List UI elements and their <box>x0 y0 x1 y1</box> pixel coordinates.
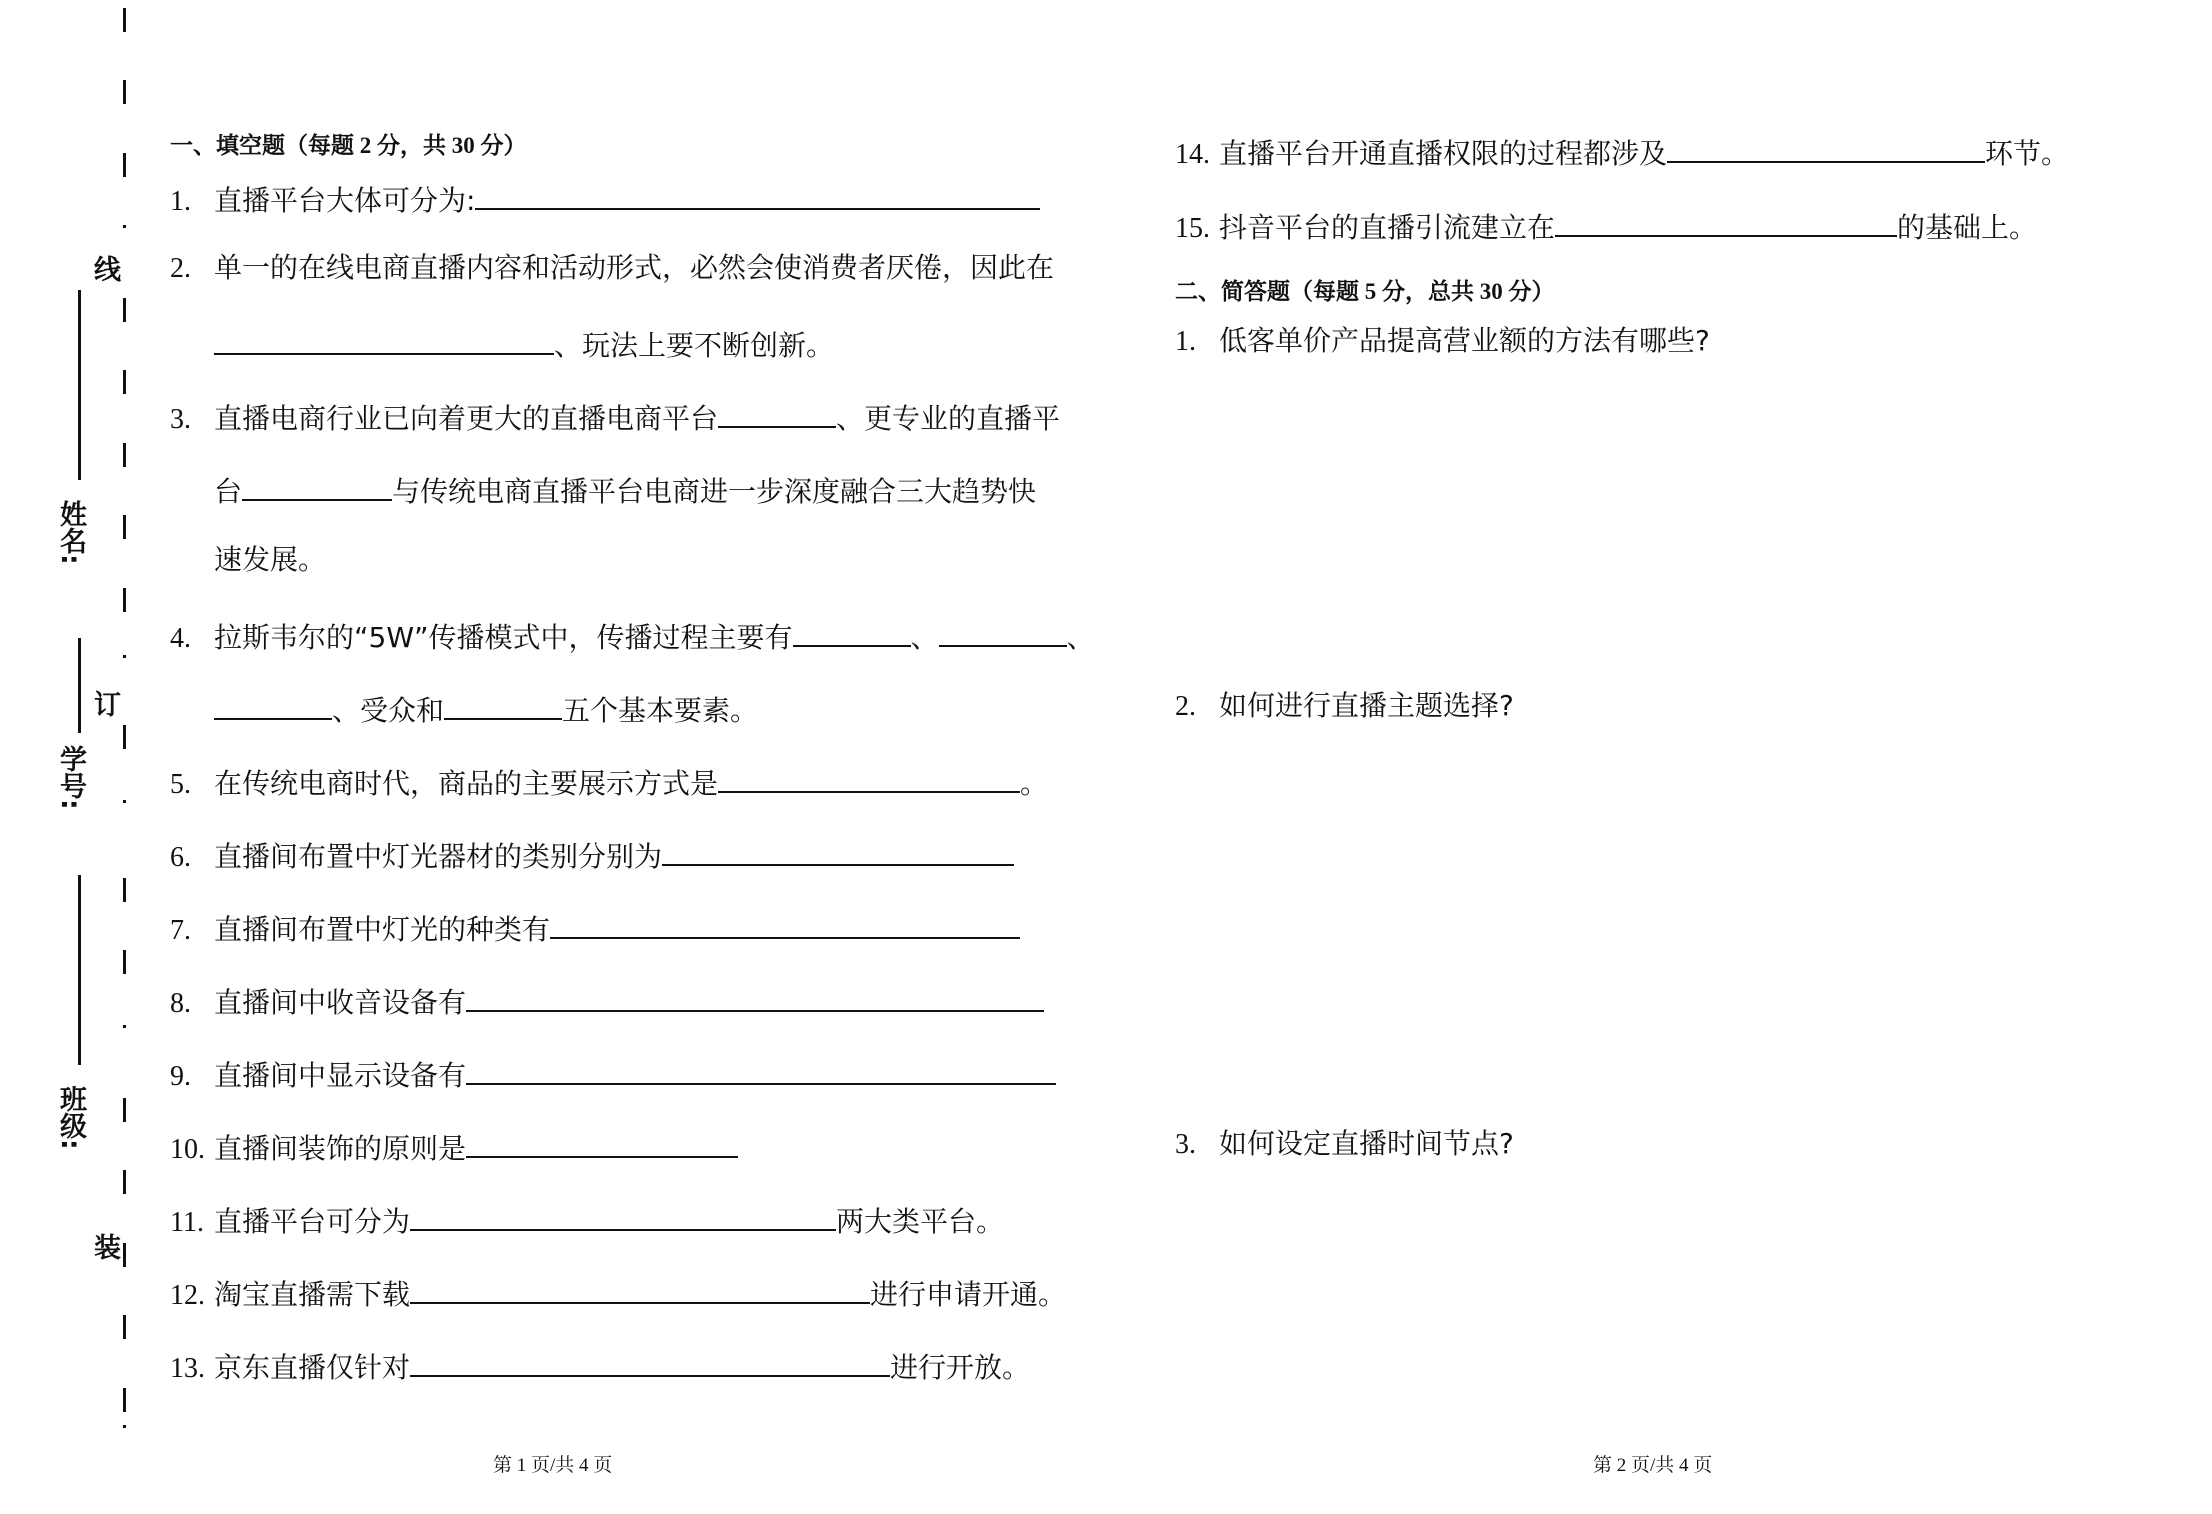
question-text: 。 <box>1020 767 1049 800</box>
question-13 <box>170 1345 1030 1387</box>
answer-blank[interactable] <box>466 1053 1056 1085</box>
answer-area[interactable] <box>1219 735 2119 1105</box>
question-text: 如何进行直播主题选择? <box>1219 689 1514 722</box>
question-4 <box>170 615 1095 657</box>
cut-line-dash <box>123 950 126 974</box>
cut-line-dash <box>123 80 126 104</box>
question-number: 2. <box>170 253 191 284</box>
question-text: 直播平台大体可分为: <box>214 184 476 217</box>
page-footer: 第 1 页/共 4 页 <box>493 1455 613 1476</box>
cut-line-dash <box>123 1388 126 1412</box>
question-text: 、受众和 <box>332 694 445 727</box>
answer-blank[interactable] <box>939 615 1067 647</box>
question-number: 3. <box>1175 1129 1196 1160</box>
question-text: 淘宝直播需下载 <box>214 1278 411 1311</box>
question-text: 京东直播仅针对 <box>214 1351 411 1384</box>
answer-blank[interactable] <box>550 907 1020 939</box>
question-number: 11. <box>170 1207 204 1238</box>
question-text: 速发展。 <box>214 543 327 576</box>
question-text: 直播电商行业已向着更大的直播电商平台 <box>214 402 719 435</box>
cut-line-dot <box>123 655 126 658</box>
class-label: 班级: <box>55 1085 86 1150</box>
page-footer: 第 2 页/共 4 页 <box>1593 1455 1713 1476</box>
answer-blank[interactable] <box>475 178 1040 210</box>
question-text: 、更专业的直播平 <box>836 402 1061 435</box>
question-text: 环节。 <box>1985 137 2070 170</box>
answer-blank[interactable] <box>1667 131 1985 163</box>
question-text: 五个基本要素。 <box>562 694 759 727</box>
cut-line-dot <box>123 1025 126 1028</box>
answer-area[interactable] <box>1219 370 2119 670</box>
answer-blank[interactable] <box>214 688 332 720</box>
question-1 <box>170 178 1040 220</box>
question-text: 直播间中显示设备有 <box>214 1059 467 1092</box>
cut-line-dash <box>123 153 126 177</box>
cut-line-dash <box>123 515 126 539</box>
short-answer-2 <box>1175 688 1514 725</box>
cut-line-dash <box>123 878 126 902</box>
question-text: 进行申请开通。 <box>870 1278 1067 1311</box>
question-number: 4. <box>170 623 191 654</box>
question-text: 抖音平台的直播引流建立在 <box>1219 211 1556 244</box>
cut-line-dash <box>123 1098 126 1122</box>
binding-margin <box>0 0 150 1514</box>
question-number: 14. <box>1175 139 1210 170</box>
answer-blank[interactable] <box>466 980 1044 1012</box>
question-6 <box>170 834 1014 876</box>
answer-blank[interactable] <box>718 761 1020 793</box>
question-text: 直播平台开通直播权限的过程都涉及 <box>1219 137 1668 170</box>
separator: 、 <box>910 621 939 654</box>
cut-line-dot <box>123 800 126 803</box>
question-text: 的基础上。 <box>1897 211 2038 244</box>
question-number: 1. <box>1175 326 1196 357</box>
section-title-fill-blank: 一、填空题（每题 2 分，共 30 分） <box>170 133 527 158</box>
answer-blank[interactable] <box>444 688 562 720</box>
question-text: 直播间布置中灯光的种类有 <box>214 913 551 946</box>
name-label: 姓名: <box>55 500 86 565</box>
name-field-line[interactable] <box>78 290 81 480</box>
question-text: 拉斯韦尔的“5W”传播模式中，传播过程主要有 <box>214 621 793 654</box>
question-3 <box>170 396 1060 438</box>
cut-line-dash <box>123 8 126 32</box>
cut-line-dash <box>123 298 126 322</box>
question-number: 5. <box>170 769 191 800</box>
binding-word-order: 订 <box>89 690 120 717</box>
student-id-label: 学号: <box>55 745 86 810</box>
cut-line-dash <box>123 370 126 394</box>
question-text: 进行开放。 <box>890 1351 1031 1384</box>
short-answer-1 <box>1175 323 1710 360</box>
separator: 、 <box>1066 621 1095 654</box>
question-text: 与传统电商直播平台电商进一步深度融合三大趋势快 <box>392 475 1037 508</box>
question-text: 直播平台可分为 <box>214 1205 411 1238</box>
answer-blank[interactable] <box>410 1199 836 1231</box>
question-14 <box>1175 131 2069 173</box>
question-number: 7. <box>170 915 191 946</box>
binding-word-bind: 装 <box>89 1233 120 1260</box>
question-number: 15. <box>1175 213 1210 244</box>
short-answer-3 <box>1175 1126 1514 1163</box>
question-text: 、玩法上要不断创新。 <box>554 329 835 362</box>
question-2 <box>170 250 1054 287</box>
answer-area[interactable] <box>1219 1173 2119 1423</box>
answer-blank[interactable] <box>793 615 911 647</box>
student-id-field-line[interactable] <box>78 638 81 733</box>
cut-line-dot <box>123 1425 126 1428</box>
question-8 <box>170 980 1044 1022</box>
question-number: 8. <box>170 988 191 1019</box>
question-10 <box>170 1126 738 1168</box>
answer-blank[interactable] <box>662 834 1014 866</box>
question-number: 13. <box>170 1353 205 1384</box>
question-text: 如何设定直播时间节点? <box>1219 1127 1514 1160</box>
question-3-cont <box>214 469 1036 510</box>
question-2-cont <box>214 323 834 364</box>
question-number: 3. <box>170 404 191 435</box>
answer-blank[interactable] <box>410 1345 890 1377</box>
cut-line-dot <box>123 225 126 228</box>
cut-line-dash <box>123 443 126 467</box>
question-number: 9. <box>170 1061 191 1092</box>
question-5 <box>170 761 1048 803</box>
question-number: 12. <box>170 1280 205 1311</box>
section-title-short-answer: 二、简答题（每题 5 分，总共 30 分） <box>1175 279 1555 304</box>
answer-blank[interactable] <box>1555 205 1897 237</box>
question-number: 6. <box>170 842 191 873</box>
question-text: 单一的在线电商直播内容和活动形式，必然会使消费者厌倦，因此在 <box>214 251 1055 284</box>
cut-line-dash <box>123 588 126 612</box>
answer-blank[interactable] <box>410 1272 870 1304</box>
cut-line-dash <box>123 1170 126 1194</box>
binding-word-line: 线 <box>89 255 120 282</box>
question-number: 2. <box>1175 691 1196 722</box>
cut-line-dash <box>123 725 126 749</box>
question-4-cont <box>214 688 758 729</box>
question-12 <box>170 1272 1066 1314</box>
question-3-cont <box>214 542 326 578</box>
question-text: 直播间装饰的原则是 <box>214 1132 467 1165</box>
answer-blank[interactable] <box>242 469 392 501</box>
question-9 <box>170 1053 1056 1095</box>
answer-blank[interactable] <box>718 396 836 428</box>
answer-blank[interactable] <box>214 323 554 355</box>
question-text: 在传统电商时代，商品的主要展示方式是 <box>214 767 719 800</box>
question-number: 10. <box>170 1134 205 1165</box>
cut-line-dash <box>123 1315 126 1339</box>
question-7 <box>170 907 1020 949</box>
question-number: 1. <box>170 186 191 217</box>
question-text: 台 <box>214 475 243 508</box>
class-field-line[interactable] <box>78 875 81 1065</box>
question-text: 直播间中收音设备有 <box>214 986 467 1019</box>
question-text: 直播间布置中灯光器材的类别分别为 <box>214 840 663 873</box>
question-text: 低客单价产品提高营业额的方法有哪些? <box>1219 324 1710 357</box>
question-11 <box>170 1199 1004 1241</box>
answer-blank[interactable] <box>466 1126 738 1158</box>
question-15 <box>1175 205 2037 247</box>
question-text: 两大类平台。 <box>836 1205 1005 1238</box>
